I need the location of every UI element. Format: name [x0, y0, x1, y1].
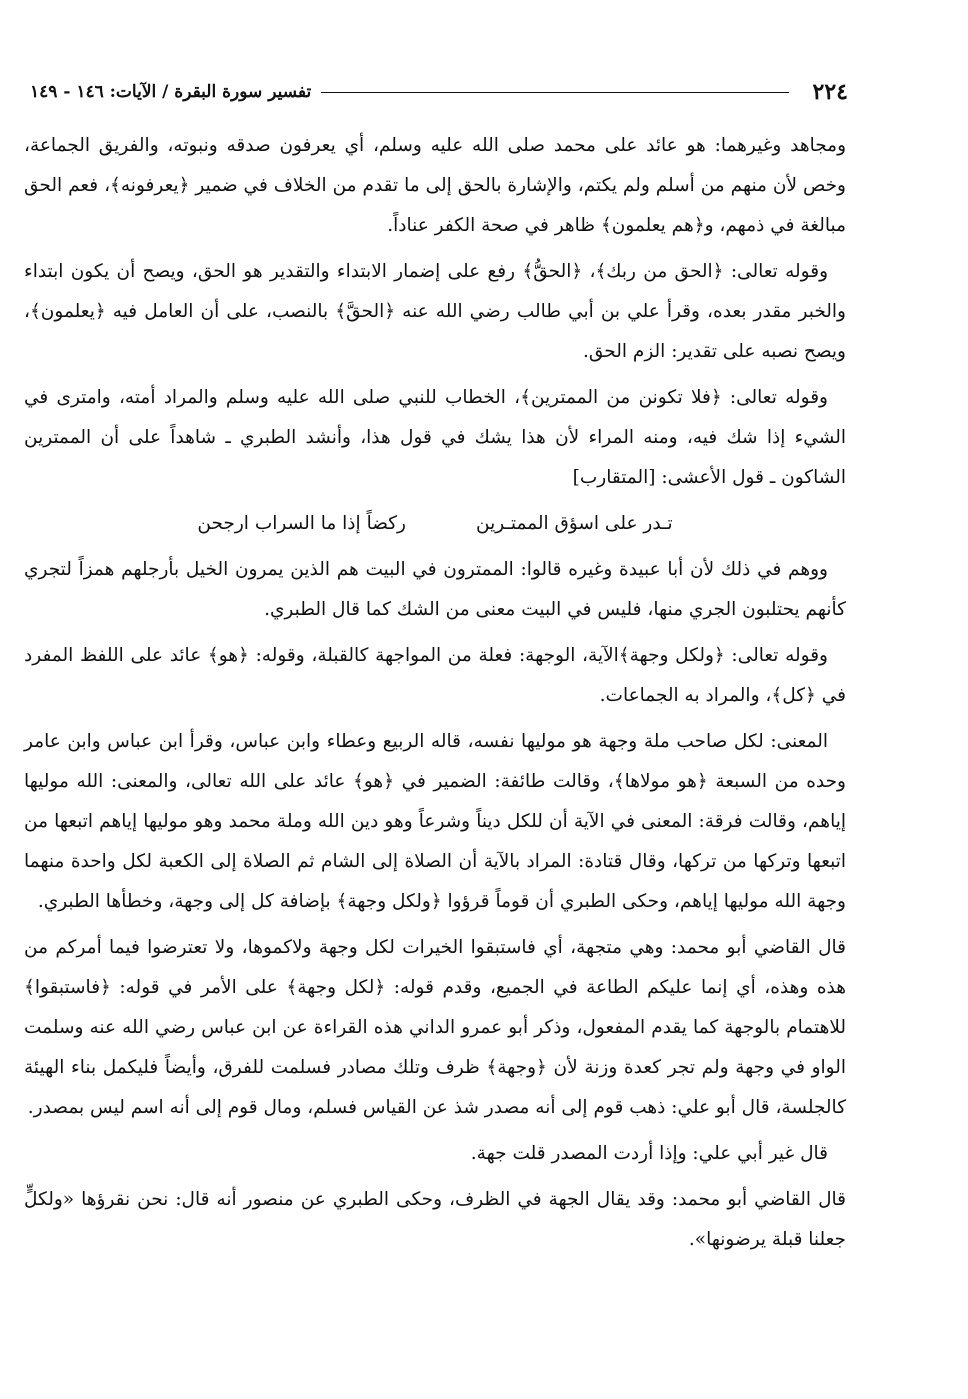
paragraph-2: وقوله تعالى: ﴿الحق من ربك﴾، ﴿الحقُّ﴾ رفع على إضمار الابتداء والتقدير هو الحق، ويصح أن يكون ابتداء والخبر مقدر بعده، وقرأ علي بن أبي طالب رضي الله عنه ﴿الحقَّ﴾ بالنصب، على أن العامل فيه ﴿يعلمون﴾، ويصح نصبه على تقدير: الزم الحق. [24, 261, 846, 362]
page-body [24, 126, 846, 1266]
header-rule [321, 92, 788, 93]
paragraph-7: قال القاضي أبو محمد: وهي متجهة، أي فاستبقوا الخيرات لكل وجهة ولاكموها، ولا تعترضوا فيما أمركم من هذه وهذه، أي إنما عليكم الطاعة في الجميع، وقدم قوله: ﴿لكل وجهة﴾ على الأمر في قوله: ﴿فاستبقوا﴾ للاهتمام بالوجهة كما يقدم المفعول، وذكر أبو عمرو الداني هذه القراءة عن ابن عباس رضي الله عنه وسلمت الواو في وجهة ولم تجر كعدة وزنة لأن ﴿وجهة﴾ ظرف وتلك مصادر فسلمت للفرق، وأيضاً فليكمل بناء الهيئة كالجلسة، قال أبو علي: ذهب قوم إلى أنه مصدر شذ عن القياس فسلم، ومال قوم إلى أنه اسم ليس بمصدر. [24, 937, 846, 1118]
page-number: ٢٢٤ [812, 79, 848, 105]
paragraph-9: قال القاضي أبو محمد: وقد يقال الجهة في الظرف، وحكى الطبري عن منصور أنه قال: نحن نقرؤها «ولكلٍّ جعلنا قبلة يرضونها». [24, 1189, 846, 1250]
page-header [30, 72, 848, 112]
paragraph-5: وقوله تعالى: ﴿ولكل وجهة﴾الآية، الوجهة: فعلة من المواجهة كالقبلة، وقوله: ﴿هو﴾ عائد على اللفظ المفرد في ﴿كل﴾، والمراد به الجماعات. [24, 645, 846, 706]
running-title: تفسير سورة البقرة / الآيات: ١٤٦ - ١٤٩ [30, 82, 312, 102]
verse-second-hemistich: ركضاً إذا ما السراب ارجحن [197, 513, 406, 534]
paragraph-3: وقوله تعالى: ﴿فلا تكونن من الممترين﴾، الخطاب للنبي صلى الله عليه وسلم والمراد أمته، وامترى في الشيء إذا شك فيه، ومنه المراء لأن هذا يشك في قول هذا، وأنشد الطبري ـ شاهداً على أن الممترين الشاكون ـ قول الأعشى: [المتقارب] [24, 387, 846, 488]
poetry-verse [24, 504, 846, 544]
paragraph-1: ومجاهد وغيرهما: هو عائد على محمد صلى الله عليه وسلم، أي يعرفون صدقه ونبوته، والفريق الجماعة، وخص لأن منهم من أسلم ولم يكتم، والإشارة بالحق إلى ما تقدم من الخلاف في ضمير ﴿يعرفونه﴾، فعم الحق مبالغة في ذمهم، و﴿هم يعلمون﴾ ظاهر في صحة الكفر عناداً. [24, 135, 846, 236]
verse-first-hemistich: تـدر على اسؤق الممتـرين [476, 513, 673, 534]
paragraph-8: قال غير أبي علي: وإذا أردت المصدر قلت جهة. [470, 1143, 828, 1164]
paragraph-6: المعنى: لكل صاحب ملة وجهة هو موليها نفسه، قاله الربيع وعطاء وابن عباس، وقرأ ابن عباس وابن عامر وحده من السبعة ﴿هو مولاها﴾، وقالت طائفة: الضمير في ﴿هو﴾ عائد على الله تعالى، والمعنى: الله موليها إياهم، وقالت فرقة: المعنى في الآية أن للكل ديناً وشرعاً وهو دين الله وملة محمد وهو موليها إياهم اتبعها من اتبعها وتركها من تركها، وقال قتادة: المراد بالآية أن الصلاة إلى الشام ثم الصلاة إلى الكعبة لكل واحدة منهما وجهة الله موليها إياهم، وحكى الطبري أن قوماً قرؤوا ﴿ولكل وجهة﴾ بإضافة كل إلى وجهة، وخطأها الطبري. [24, 731, 846, 912]
paragraph-4: ووهم في ذلك لأن أبا عبيدة وغيره قالوا: الممترون في البيت هم الذين يمرون الخيل بأرجلهم همزاً لتجري كأنهم يحتلبون الجري منها، فليس في البيت معنى من الشك كما قال الطبري. [24, 559, 846, 620]
